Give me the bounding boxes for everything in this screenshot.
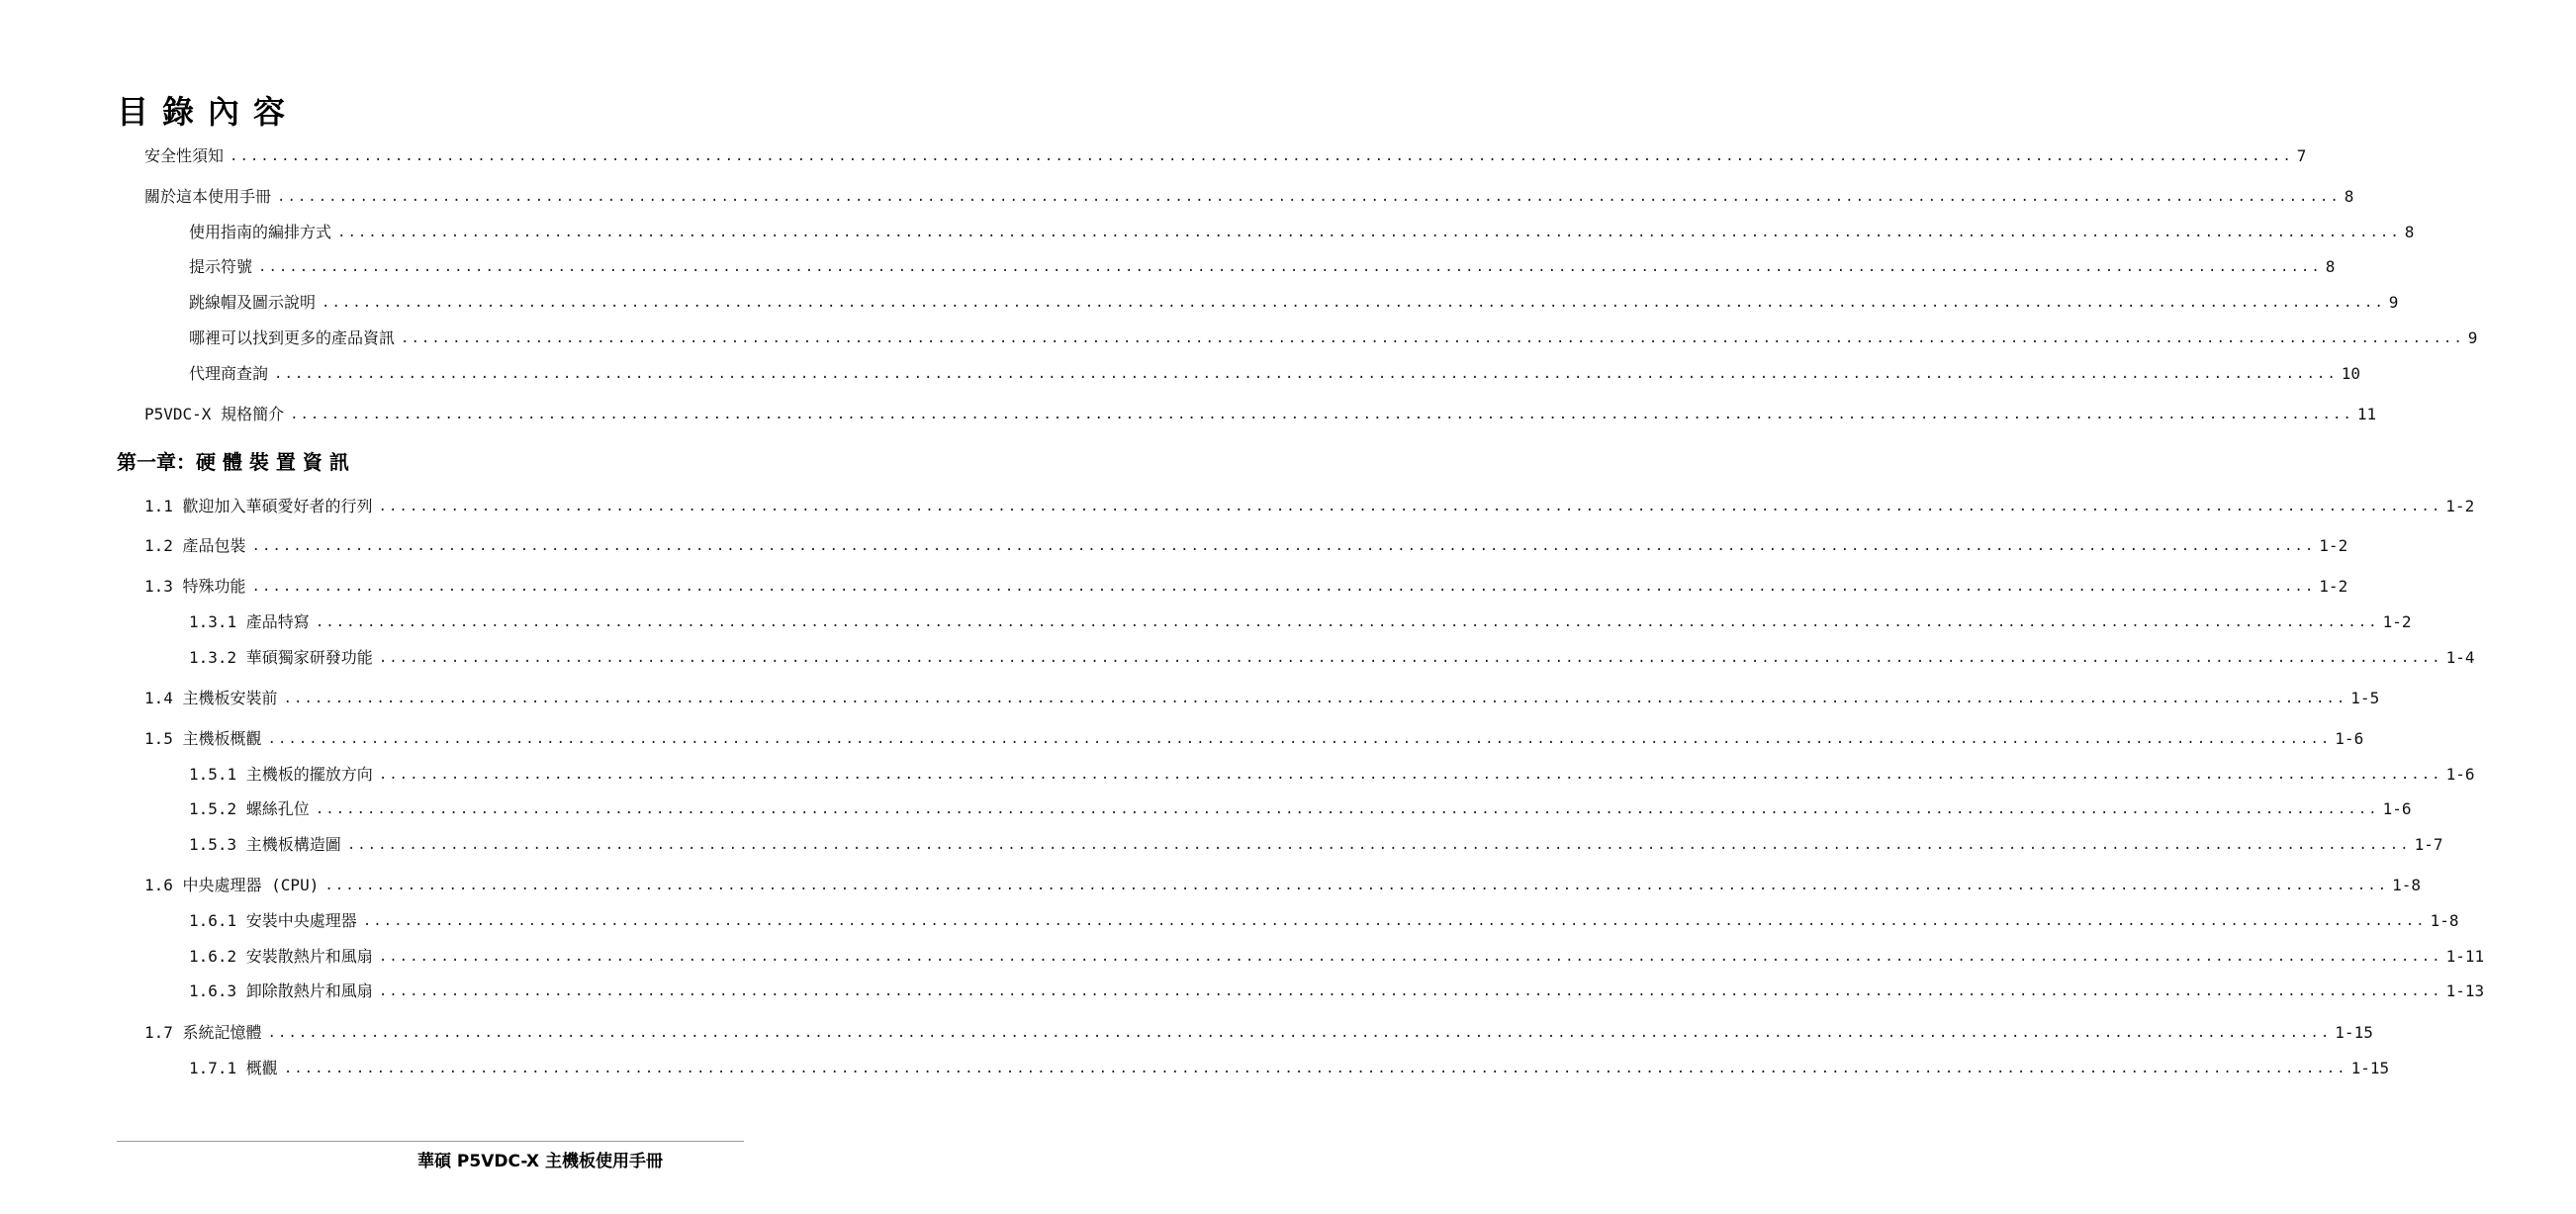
toc-entry[interactable] [0,221,2415,242]
toc-entry[interactable] [0,144,2307,166]
toc-entry[interactable] [0,874,2421,895]
toc-leader-dots: ........................................................................................................................................................................................................ [378,949,2442,965]
toc-entry-page: 8 [2325,257,2336,276]
toc-leader-dots: ........................................................................................................................................................................................................ [378,499,2442,514]
toc-entry-label: 使用指南的編排方式 [189,223,332,241]
toc-entry-page: 10 [2341,364,2361,383]
toc-entry[interactable] [0,727,2364,749]
toc-entry[interactable] [0,255,2336,277]
toc-leader-dots: ........................................................................................................................................................................................................ [378,650,2442,666]
toc-leader-dots: ........................................................................................................................................................................................................ [258,259,2322,275]
toc-entry-label: 1.3 特殊功能 [144,577,246,596]
toc-leader-dots: ........................................................................................................................................................................................................ [267,1025,2332,1041]
toc-leader-dots: ........................................................................................................................................................................................................ [362,913,2427,929]
toc-leader-dots: ........................................................................................................................................................................................................ [378,767,2442,783]
toc-entry[interactable] [0,575,2348,597]
toc-entry-label: 1.3.2 華碩獨家研發功能 [189,648,373,667]
toc-entry-page: 1-2 [2445,497,2475,515]
toc-entry[interactable] [0,980,2485,1001]
toc-entry[interactable] [0,945,2485,967]
toc-entry[interactable] [0,403,2377,424]
toc-entry[interactable] [0,909,2459,931]
toc-entry[interactable] [0,646,2475,668]
toc-entry-page: 1-15 [2335,1023,2373,1042]
toc-entry-label: 跳線帽及圖示說明 [189,293,317,312]
toc-entry-page: 9 [2467,328,2478,347]
toc-leader-dots: ........................................................................................................................................................................................................ [267,731,2332,747]
toc-entry-label: 關於這本使用手冊 [144,187,272,206]
toc-entry-label: 1.2 產品包裝 [144,536,246,555]
toc-entry-page: 1-11 [2445,947,2485,966]
toc-entry-page: 1-2 [2382,612,2412,631]
toc-entry-page: 9 [2388,293,2399,312]
toc-entry[interactable] [0,833,2443,855]
toc-entry-label: 1.6.2 安裝散熱片和風扇 [189,947,373,966]
toc-leader-dots: ........................................................................................................................................................................................................ [230,148,2293,164]
toc-entry-label: 安全性須知 [144,146,225,165]
toc-leader-dots: ........................................................................................................................................................................................................ [346,837,2411,853]
toc-entry-page: 8 [2344,187,2354,206]
toc-leader-dots: ........................................................................................................................................................................................................ [337,225,2401,240]
toc-entry-label: 1.4 主機板安裝前 [144,689,278,707]
toc-entry[interactable] [0,1021,2373,1043]
toc-leader-dots: ........................................................................................................................................................................................................ [378,983,2442,999]
toc-entry-label: 代理商查詢 [189,364,269,383]
toc-leader-dots: ........................................................................................................................................................................................................ [277,189,2341,205]
toc-entry[interactable] [0,763,2475,785]
footer-text: 華碩 P5VDC-X 主機板使用手冊 [417,1152,664,1171]
toc-leader-dots: ........................................................................................................................................................................................................ [315,614,2379,630]
toc-entry-label: P5VDC-X 規格簡介 [144,405,285,423]
toc-entry-page: 1-6 [2382,799,2412,818]
toc-leader-dots: ........................................................................................................................................................................................................ [283,691,2347,706]
toc-entry[interactable] [0,327,2478,348]
toc-leader-dots: ........................................................................................................................................................................................................ [315,801,2379,817]
toc-entry-label: 1.3.1 產品特寫 [189,612,310,631]
toc-leader-dots: ........................................................................................................................................................................................................ [401,330,2464,346]
toc-entry-label: 1.5.2 螺絲孔位 [189,799,310,818]
toc-entry-page: 1-6 [2445,765,2475,784]
toc-leader-dots: ........................................................................................................................................................................................................ [274,366,2338,382]
chapter-heading: 第一章：硬 體 裝 置 資 訊 [117,450,349,474]
toc-entry-page: 1-8 [2430,911,2459,930]
toc-entry-page: 1-2 [2319,577,2348,596]
toc-entry-label: 1.5.1 主機板的擺放方向 [189,765,373,784]
toc-entry-page: 8 [2404,223,2415,241]
toc-entry[interactable] [0,185,2354,207]
toc-entry-label: 1.7.1 概觀 [189,1059,278,1077]
toc-entry-page: 1-6 [2335,729,2364,748]
toc-entry-label: 提示符號 [189,257,253,276]
toc-entry[interactable] [0,495,2475,516]
toc-entry-page: 11 [2356,405,2377,423]
toc-entry-label: 1.1 歡迎加入華碩愛好者的行列 [144,497,373,515]
toc-entry[interactable] [0,797,2412,819]
toc-entry[interactable] [0,291,2399,313]
toc-entry-label: 1.6.3 卸除散熱片和風扇 [189,981,373,1000]
footer-divider [117,1141,744,1142]
toc-leader-dots: ........................................................................................................................................................................................................ [251,538,2316,554]
toc-entry-page: 1-8 [2392,876,2421,894]
toc-leader-dots: ........................................................................................................................................................................................................ [251,579,2316,595]
toc-entry-label: 1.5.3 主機板構造圖 [189,835,341,854]
toc-leader-dots: ........................................................................................................................................................................................................ [322,295,2385,311]
toc-leader-dots: ........................................................................................................................................................................................................ [283,1061,2347,1076]
toc-leader-dots: ........................................................................................................................................................................................................ [324,878,2389,893]
toc-entry-page: 1-4 [2445,648,2475,667]
toc-entry-page: 1-13 [2445,981,2485,1000]
toc-entry-label: 1.6.1 安裝中央處理器 [189,911,357,930]
page-title: 目錄內容 [117,93,300,131]
toc-leader-dots: ........................................................................................................................................................................................................ [290,407,2353,422]
toc-entry-page: 7 [2296,146,2307,165]
toc-entry-page: 1-15 [2350,1059,2390,1077]
toc-entry-page: 1-7 [2414,835,2443,854]
toc-entry-label: 1.6 中央處理器 (CPU) [144,876,320,894]
toc-entry-label: 1.5 主機板概觀 [144,729,262,748]
toc-entry[interactable] [0,610,2412,632]
toc-entry-label: 哪裡可以找到更多的產品資訊 [189,328,396,347]
toc-entry-page: 1-2 [2319,536,2348,555]
toc-entry[interactable] [0,1057,2390,1078]
toc-entry[interactable] [0,534,2348,556]
toc-entry[interactable] [0,362,2361,384]
toc-entry-label: 1.7 系統記憶體 [144,1023,262,1042]
toc-entry-page: 1-5 [2350,689,2380,707]
toc-entry[interactable] [0,687,2380,708]
